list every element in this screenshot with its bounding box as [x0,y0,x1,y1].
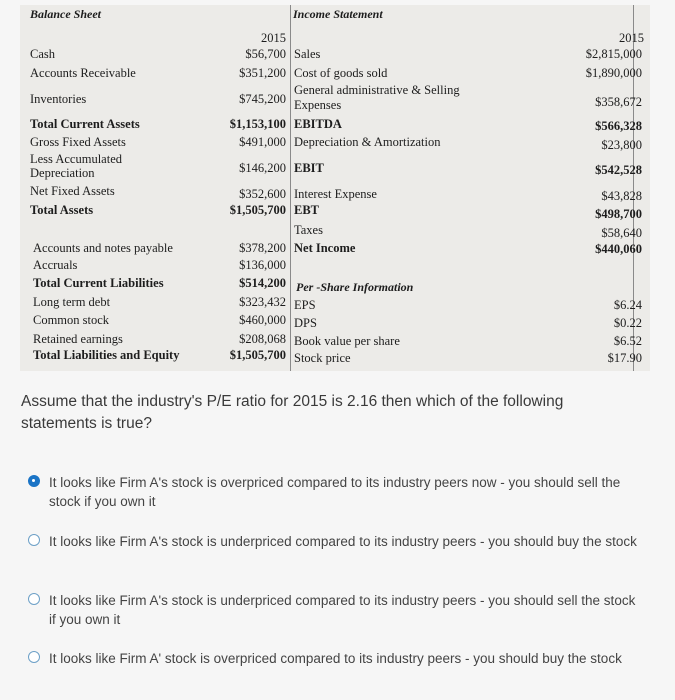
bs-label: Accruals [33,258,78,272]
bs-label: Common stock [33,313,110,327]
question-text: Assume that the industry's P/E ratio for 2015 is 2.16 then which of the following statements is true? [21,393,564,432]
financial-statements-image [20,5,650,371]
is-label: Depreciation & Amortization [294,135,441,149]
income-year: 2015 [619,31,644,45]
is-label: General administrative & Selling Expenses [294,83,460,112]
bs-value: $1,505,700 [229,348,286,362]
ps-value: $0.22 [613,316,642,330]
bs-label: Accounts and notes payable [33,241,173,255]
balance-sheet-title: Balance Sheet [30,7,101,21]
is-value: $2,815,000 [585,47,642,61]
answer-option-1[interactable] [28,473,640,511]
bs-label: Cash [30,47,55,61]
ps-label: DPS [294,316,317,330]
income-statement-title: Income Statement [293,7,383,21]
bs-label: Retained earnings [33,332,123,346]
answer-option-4[interactable] [28,649,640,668]
bs-value: $351,200 [239,66,286,80]
is-value: $358,672 [595,95,642,109]
is-value: $440,060 [595,242,642,256]
is-value: $1,890,000 [585,66,642,80]
option-text: It looks like Firm A's stock is underpriced compared to its industry peers - you should buy the stock [49,534,637,549]
radio-selected-icon[interactable] [28,475,40,487]
bs-label: Gross Fixed Assets [30,135,126,149]
option-text: It looks like Firm A's stock is underpriced compared to its industry peers - you should sell the stock if you own it [49,593,636,627]
bs-label: Total Assets [30,203,94,217]
bs-label: Total Current Assets [30,117,140,131]
ps-label: Stock price [294,351,351,365]
bs-label: Total Current Liabilities [33,276,164,290]
is-label: Interest Expense [294,187,377,201]
balance-year: 2015 [261,31,286,45]
bs-value: $136,000 [239,258,286,272]
ps-value: $17.90 [607,351,642,365]
bs-value: $460,000 [239,313,286,327]
is-label: Taxes [294,223,323,237]
is-label: EBIT [294,161,324,175]
bs-label: Long term debt [33,295,111,309]
answer-option-2[interactable] [28,532,640,551]
ps-label: EPS [294,298,316,312]
answer-option-3[interactable] [28,591,640,629]
is-label: EBITDA [294,117,342,131]
bs-value: $378,200 [239,241,286,255]
bs-label: Inventories [30,92,87,106]
bs-value: $1,505,700 [229,203,286,217]
bs-value: $491,000 [239,135,286,149]
ps-label: Book value per share [294,334,400,348]
is-value: $23,800 [601,138,642,152]
is-label: Sales [294,47,321,61]
ps-value: $6.52 [613,334,642,348]
is-value: $566,328 [595,119,642,133]
bs-value: $1,153,100 [229,117,286,131]
column-divider [290,5,291,371]
option-text: It looks like Firm A' stock is overpriced compared to its industry peers - you should buy the stock [49,651,622,666]
bs-value: $514,200 [239,276,286,290]
is-value: $542,528 [595,163,642,177]
bs-label: Total Liabilities and Equity [33,348,180,362]
is-label: Net Income [294,241,356,255]
bs-value: $745,200 [239,92,286,106]
option-text: It looks like Firm A's stock is overpriced compared to its industry peers now - you should sell the stock if you own it [49,475,621,509]
per-share-title: Per -Share Information [296,280,414,294]
bs-value: $352,600 [239,187,286,201]
bs-label: Less Accumulated Depreciation [30,152,122,180]
radio-icon[interactable] [28,534,40,546]
radio-icon[interactable] [28,593,40,605]
bs-value: $146,200 [239,161,286,175]
bs-value: $323,432 [239,295,286,309]
is-label: Cost of goods sold [294,66,388,80]
bs-label: Accounts Receivable [30,66,136,80]
is-value: $43,828 [601,189,642,203]
is-label: EBT [294,203,320,217]
bs-value: $208,068 [239,332,286,346]
is-value: $498,700 [595,207,642,221]
bs-label: Net Fixed Assets [30,184,115,198]
radio-icon[interactable] [28,651,40,663]
is-value: $58,640 [601,226,642,240]
bs-value: $56,700 [245,47,286,61]
ps-value: $6.24 [613,298,642,312]
